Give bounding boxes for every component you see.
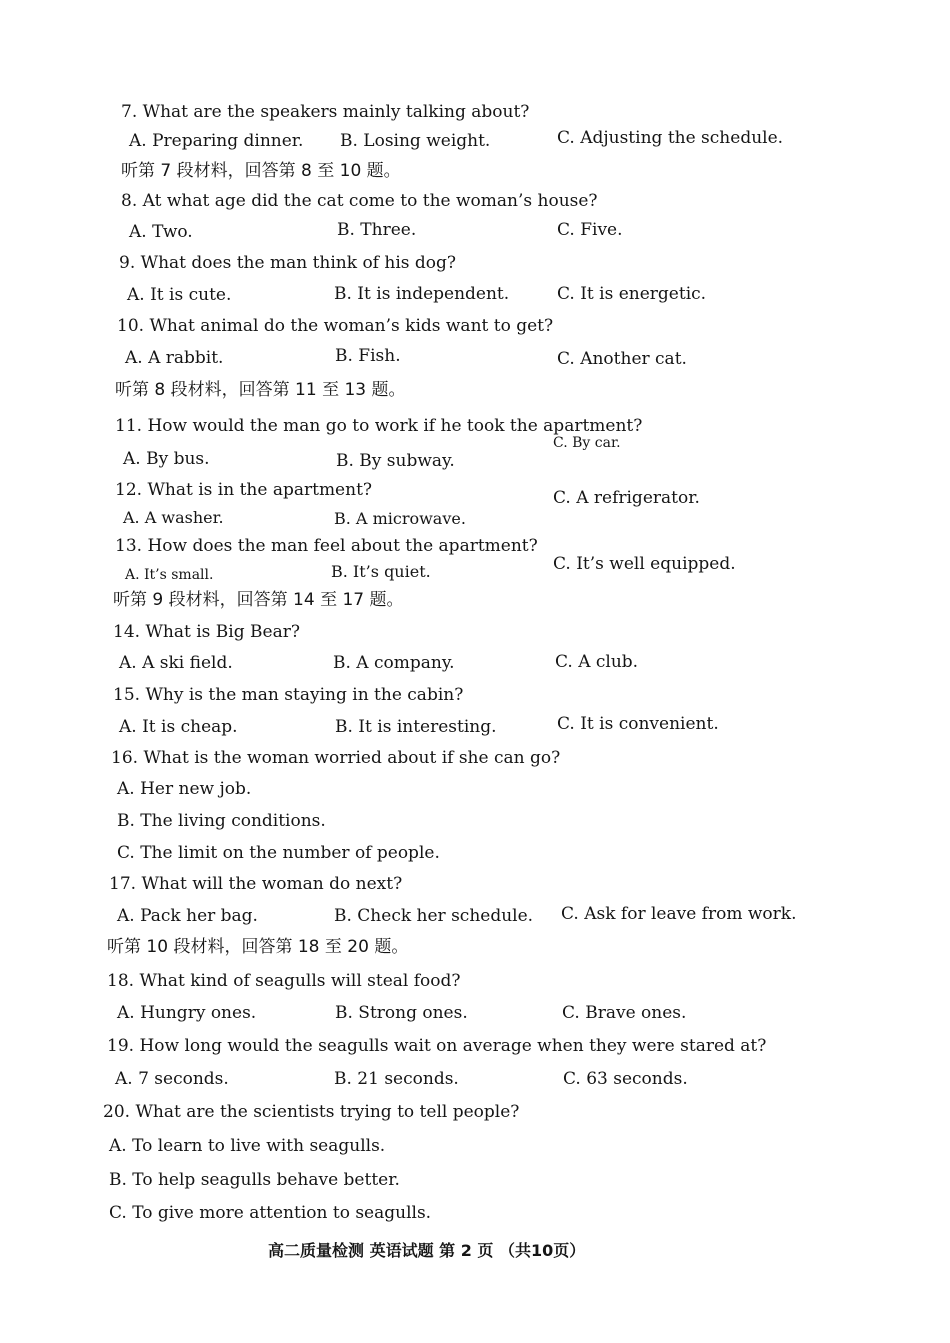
question-20-stem: 20. What are the scientists trying to tell people? [103, 1102, 520, 1122]
question-9-option-b: B. It is independent. [334, 284, 510, 304]
section-9-instruction: 听第 9 段材料，回答第 14 至 17 题。 [113, 590, 404, 610]
question-19-option-b: B. 21 seconds. [334, 1069, 459, 1089]
question-19-option-a: A. 7 seconds. [115, 1069, 229, 1089]
question-13-stem: 13. How does the man feel about the apartment? [115, 536, 538, 556]
question-11-option-a: A. By bus. [123, 449, 210, 469]
question-11-option-b: B. By subway. [336, 451, 455, 471]
question-16-stem: 16. What is the woman worried about if she can go? [111, 748, 561, 768]
question-15-option-a: A. It is cheap. [119, 717, 238, 737]
question-17-option-a: A. Pack her bag. [117, 906, 258, 926]
question-15-option-b: B. It is interesting. [335, 717, 497, 737]
question-10-option-c: C. Another cat. [557, 349, 687, 369]
section-7-instruction: 听第 7 段材料，回答第 8 至 10 题。 [121, 161, 401, 181]
question-14-stem: 14. What is Big Bear? [113, 622, 300, 642]
question-8-option-a: A. Two. [129, 222, 193, 242]
question-13-option-c: C. It’s well equipped. [553, 554, 736, 574]
question-17-option-b: B. Check her schedule. [334, 906, 534, 926]
question-14-option-b: B. A company. [333, 653, 455, 673]
question-10-option-a: A. A rabbit. [125, 348, 224, 368]
question-13-option-a: A. It’s small. [125, 567, 214, 583]
question-10-stem: 10. What animal do the woman’s kids want to get? [117, 316, 554, 336]
question-10-option-b: B. Fish. [335, 346, 401, 366]
section-10-instruction: 听第 10 段材料，回答第 18 至 20 题。 [107, 937, 409, 957]
question-16-option-a: A. Her new job. [117, 779, 252, 799]
question-16-option-b: B. The living conditions. [117, 811, 326, 831]
question-9-option-a: A. It is cute. [127, 285, 232, 305]
question-14-option-c: C. A club. [555, 652, 639, 672]
question-8-stem: 8. At what age did the cat come to the woman’s house? [121, 191, 598, 211]
question-15-stem: 15. Why is the man staying in the cabin? [113, 685, 464, 705]
question-11-option-c: C. By car. [553, 435, 621, 451]
question-17-stem: 17. What will the woman do next? [109, 874, 403, 894]
question-17-option-c: C. Ask for leave from work. [561, 904, 797, 924]
question-8-option-b: B. Three. [337, 220, 417, 240]
question-7-option-a: A. Preparing dinner. [129, 131, 304, 151]
question-18-option-c: C. Brave ones. [562, 1003, 687, 1023]
section-8-instruction: 听第 8 段材料，回答第 11 至 13 题。 [115, 380, 406, 400]
question-20-option-b: B. To help seagulls behave better. [109, 1170, 400, 1190]
question-12-option-a: A. A washer. [123, 508, 224, 527]
question-9-stem: 9. What does the man think of his dog? [119, 253, 457, 273]
question-19-stem: 19. How long would the seagulls wait on average when they were stared at? [107, 1036, 767, 1056]
question-12-stem: 12. What is in the apartment? [115, 480, 373, 500]
question-16-option-c: C. The limit on the number of people. [117, 843, 440, 863]
question-20-option-c: C. To give more attention to seagulls. [109, 1203, 432, 1223]
question-8-option-c: C. Five. [557, 220, 623, 240]
question-7-option-c: C. Adjusting the schedule. [557, 128, 784, 148]
question-18-stem: 18. What kind of seagulls will steal food? [107, 971, 461, 991]
question-18-option-b: B. Strong ones. [335, 1003, 468, 1023]
question-11-stem: 11. How would the man go to work if he took the apartment? [115, 416, 643, 436]
question-12-option-c: C. A refrigerator. [553, 488, 700, 508]
question-9-option-c: C. It is energetic. [557, 284, 707, 304]
question-7-option-b: B. Losing weight. [340, 131, 491, 151]
question-18-option-a: A. Hungry ones. [117, 1003, 257, 1023]
question-13-option-b: B. It’s quiet. [331, 562, 431, 581]
question-7-stem: 7. What are the speakers mainly talking about? [121, 102, 530, 122]
question-15-option-c: C. It is convenient. [557, 714, 719, 734]
question-12-option-b: B. A microwave. [334, 509, 466, 528]
page-footer: 高二质量检测 英语试题 第 2 页 （共10页） [268, 1241, 586, 1260]
question-20-option-a: A. To learn to live with seagulls. [109, 1136, 386, 1156]
question-14-option-a: A. A ski field. [119, 653, 233, 673]
question-19-option-c: C. 63 seconds. [563, 1069, 688, 1089]
